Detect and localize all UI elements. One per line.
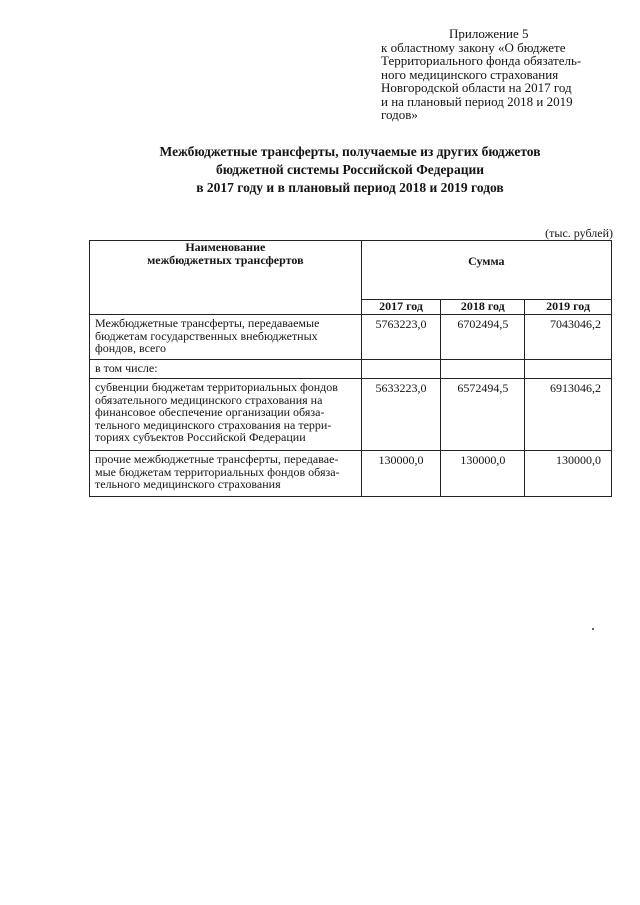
row-name-line: бюджетам государственных внебюджетных	[95, 328, 318, 343]
table-row	[90, 451, 612, 497]
row-name-line: прочие межбюджетные трансферты, передавае-	[95, 452, 339, 466]
appendix-line: к областному закону «О бюджете	[381, 39, 566, 55]
header-year-cell: 2018 год	[441, 300, 525, 315]
appendix-line: и на плановый период 2018 и 2019	[381, 93, 573, 109]
table-row	[90, 379, 612, 451]
units-label: (тыс. рублей)	[545, 226, 613, 240]
row-name-cell	[90, 360, 362, 379]
row-value-cell: 6702494,5	[441, 315, 525, 360]
appendix-line: годов»	[381, 107, 418, 122]
appendix-line: Приложение 5	[449, 26, 529, 41]
row-name-line: обязательного медицинского страхования на	[95, 392, 323, 407]
appendix-line: Территориального фонда обязатель-	[381, 53, 582, 68]
row-name-line: субвенции бюджетам территориальных фондов	[95, 380, 338, 394]
row-name-line: тельного медицинского страхования на терри-	[95, 417, 332, 432]
row-name-line: тельного медицинского страхования	[95, 477, 281, 492]
header-year-cell: 2019 год	[525, 300, 612, 315]
appendix-line: Новгородской области на 2017 год	[381, 80, 572, 95]
row-value-cell: 7043046,2	[525, 315, 612, 360]
scan-speck	[592, 628, 594, 630]
table-row	[90, 315, 612, 360]
row-name-cell	[90, 379, 362, 451]
transfers-table	[89, 240, 612, 497]
row-value-cell: 130000,0	[525, 451, 612, 497]
row-name-line: финансовое обеспечение организации обяза-	[95, 405, 325, 420]
row-name-cell	[90, 315, 362, 360]
row-name-line: Межбюджетные трансферты, передаваемые	[95, 316, 320, 330]
title-line: бюджетной системы Российской Федерации	[215, 162, 485, 177]
header-name-line: Наименование	[185, 240, 266, 254]
row-value-cell: 5633223,0	[361, 379, 441, 451]
row-name-line: в том числе:	[95, 361, 158, 375]
row-name-line: фондов, всего	[95, 341, 166, 356]
header-name-line: межбюджетных трансфертов	[147, 252, 304, 267]
header-sum-cell: Сумма	[361, 241, 611, 300]
row-name-line: ториях субъектов Российской Федерации	[95, 430, 306, 445]
row-value-cell	[525, 360, 612, 379]
appendix-line: ного медицинского страхования	[381, 66, 559, 82]
table-row	[90, 360, 612, 379]
row-name-line: мые бюджетам территориальных фондов обяза-	[95, 464, 340, 479]
header-year-cell: 2017 год	[361, 300, 441, 315]
row-value-cell: 6913046,2	[525, 379, 612, 451]
title-line: Межбюджетные трансферты, получаемые из других бюджетов	[159, 144, 541, 159]
document-title	[90, 143, 610, 197]
row-value-cell: 6572494,5	[441, 379, 525, 451]
row-value-cell: 5763223,0	[361, 315, 441, 360]
row-name-cell	[90, 451, 362, 497]
title-line: в 2017 году и в плановый период 2018 и 2019 годов	[196, 180, 504, 195]
appendix-block	[381, 27, 613, 122]
row-value-cell: 130000,0	[361, 451, 441, 497]
row-value-cell	[361, 360, 441, 379]
table-header-row	[90, 241, 612, 300]
row-value-cell: 130000,0	[441, 451, 525, 497]
header-name-cell	[90, 241, 362, 315]
row-value-cell	[441, 360, 525, 379]
